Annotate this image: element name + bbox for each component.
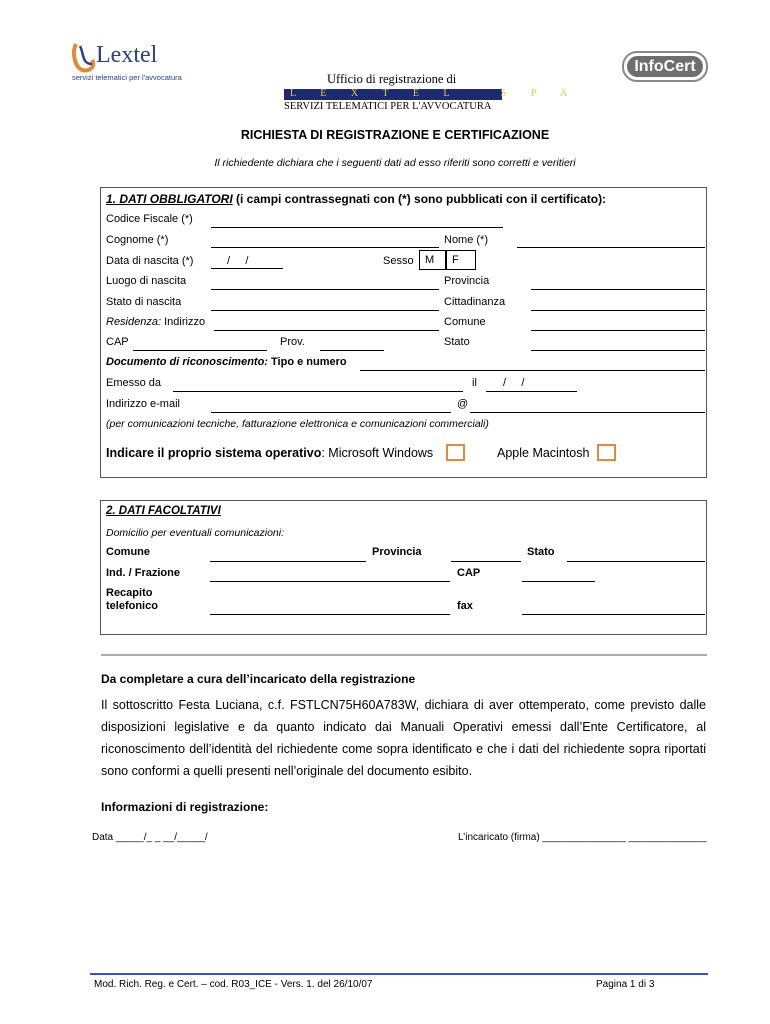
data-nascita-slashes: / / <box>227 255 249 267</box>
nome-field[interactable] <box>517 247 705 248</box>
footer-rule <box>90 973 708 975</box>
stato-nascita-label: Stato di nascita <box>106 296 182 308</box>
indirizzo-field[interactable] <box>214 330 439 331</box>
stato-field[interactable] <box>531 350 705 351</box>
lextel-spa-letters: L E X T E L S P A <box>290 88 579 99</box>
opt-fax-field[interactable] <box>522 614 705 615</box>
email-note: (per comunicazioni tecniche, fatturazione elettronica e comunicazioni commerciali) <box>106 418 489 430</box>
opt-ind-frazione-field[interactable] <box>210 581 450 582</box>
section3-declaration: Il sottoscritto Festa Luciana, c.f. FSTLCN75H60A783W, dichiara di aver ottemperato, come previsto dalle disposizioni legislative e da quanto indicato dai Manuali Operativi emessi dall’Ente Certificatore, al riconoscimento dell’identità del richiedente come sopra identificato e che i dati del richiedente sopra riportati sono conformi a quelli presenti nell’originale del documento esibito. <box>101 698 706 778</box>
luogo-nascita-field[interactable] <box>211 289 439 290</box>
documento-field[interactable] <box>360 370 705 371</box>
page-title: RICHIESTA DI REGISTRAZIONE E CERTIFICAZIONE <box>240 128 550 142</box>
cap-label: CAP <box>106 336 129 348</box>
os-label <box>106 446 433 460</box>
tipo-numero-label: Tipo e numero <box>267 356 347 368</box>
section1-heading-note: (i campi contrassegnati con (*) sono pubblicati con il certificato): <box>232 192 607 206</box>
documento-label <box>106 356 347 368</box>
section-mandatory-box <box>100 187 707 478</box>
os-label-bold: Indicare il proprio sistema operativo <box>106 446 322 460</box>
cognome-label: Cognome (*) <box>106 234 169 246</box>
firma-signature-line[interactable]: L’incaricato (firma) _______________ ______________ <box>458 832 707 843</box>
opt-stato-field[interactable] <box>567 561 705 562</box>
infocert-logo-name: InfoCert <box>634 58 696 75</box>
indirizzo-label: Indirizzo <box>161 316 206 328</box>
section3-heading: Da completare a cura dell’incaricato della registrazione <box>101 672 416 686</box>
lextel-logo-name: Lextel <box>96 42 158 68</box>
prov-label: Prov. <box>280 336 305 348</box>
il-date-field[interactable] <box>486 391 577 392</box>
opt-provincia-field[interactable] <box>451 561 521 562</box>
footer-page-number: Pagina 1 di 3 <box>596 979 655 990</box>
opt-comune-label: Comune <box>106 546 150 558</box>
il-slashes: / / <box>503 377 525 389</box>
opt-telefono-field[interactable] <box>210 614 450 615</box>
infocert-logo <box>622 51 708 82</box>
opt-cap-field[interactable] <box>522 581 595 582</box>
opt-stato-label: Stato <box>527 546 555 558</box>
emesso-da-label: Emesso da <box>106 377 162 389</box>
section1-heading-title: 1. DATI OBBLIGATORI <box>106 192 233 206</box>
os-windows-checkbox[interactable] <box>446 444 465 461</box>
section1-heading <box>106 192 606 206</box>
section2-heading: 2. DATI FACOLTATIVI <box>106 505 221 517</box>
lextel-logo-tagline: servizi telematici per l'avvocatura <box>72 73 182 82</box>
comune-field[interactable] <box>531 330 705 331</box>
email-label: Indirizzo e-mail <box>106 398 180 410</box>
cap-field[interactable] <box>133 350 267 351</box>
footer-left: Mod. Rich. Reg. e Cert. – cod. R03_ICE - Vers. 1. del 26/10/07 <box>94 979 373 990</box>
domicilio-label: Domicilio per eventuali comunicazioni: <box>106 527 284 539</box>
documento-prefix: Documento di riconoscimento: <box>106 356 268 368</box>
prov-field[interactable] <box>320 350 384 351</box>
info-registrazione-heading: Informazioni di registrazione: <box>101 800 269 814</box>
sesso-f-box[interactable] <box>446 250 476 270</box>
servizi-line: SERVIZI TELEMATICI PER L'AVVOCATURA <box>284 101 492 112</box>
opt-ind-frazione-label: Ind. / Frazione <box>106 567 180 579</box>
opt-telefonico-label: telefonico <box>106 600 158 612</box>
email-at: @ <box>457 398 469 410</box>
opt-fax-label: fax <box>457 600 473 612</box>
sesso-label: Sesso <box>383 255 414 267</box>
os-mac-label: Apple Macintosh <box>497 446 590 460</box>
os-windows-label: : Microsoft Windows <box>321 446 434 460</box>
residenza-prefix: Residenza: <box>106 316 162 328</box>
email-domain-field[interactable] <box>470 412 705 413</box>
office-label: Ufficio di registrazione di <box>327 72 457 86</box>
residenza-label <box>106 316 205 328</box>
data-nascita-label: Data di nascita (*) <box>106 255 194 267</box>
codice-fiscale-label: Codice Fiscale (*) <box>106 213 193 225</box>
provincia-field[interactable] <box>531 289 705 290</box>
lextel-logo <box>70 40 190 86</box>
data-nascita-field[interactable] <box>211 268 283 269</box>
page-subtitle: Il richiedente dichiara che i seguenti dati ad esso riferiti sono corretti e veritieri <box>214 157 576 169</box>
opt-recapito-label: Recapito <box>106 587 153 599</box>
email-user-field[interactable] <box>211 412 451 413</box>
stato-label: Stato <box>444 336 470 348</box>
os-mac-checkbox[interactable] <box>597 444 616 461</box>
opt-provincia-label: Provincia <box>372 546 422 558</box>
il-label: il <box>472 377 477 389</box>
section3-divider <box>101 654 707 656</box>
opt-cap-label: CAP <box>457 567 481 579</box>
stato-nascita-field[interactable] <box>211 310 439 311</box>
nome-label: Nome (*) <box>444 234 489 246</box>
cognome-field[interactable] <box>211 247 439 248</box>
cittadinanza-label: Cittadinanza <box>444 296 506 308</box>
codice-fiscale-field[interactable] <box>211 227 503 228</box>
emesso-da-field[interactable] <box>173 391 463 392</box>
lextel-spa-banner <box>284 88 579 100</box>
opt-comune-field[interactable] <box>210 561 366 562</box>
sesso-m-label: M <box>425 254 435 266</box>
provincia-label: Provincia <box>444 275 490 287</box>
luogo-nascita-label: Luogo di nascita <box>106 275 187 287</box>
data-signature-line[interactable]: Data _____/_ _ __/_____/ <box>92 832 208 843</box>
comune-label: Comune <box>444 316 486 328</box>
sesso-m-box[interactable] <box>419 250 446 270</box>
cittadinanza-field[interactable] <box>531 310 705 311</box>
sesso-f-label: F <box>452 254 459 266</box>
